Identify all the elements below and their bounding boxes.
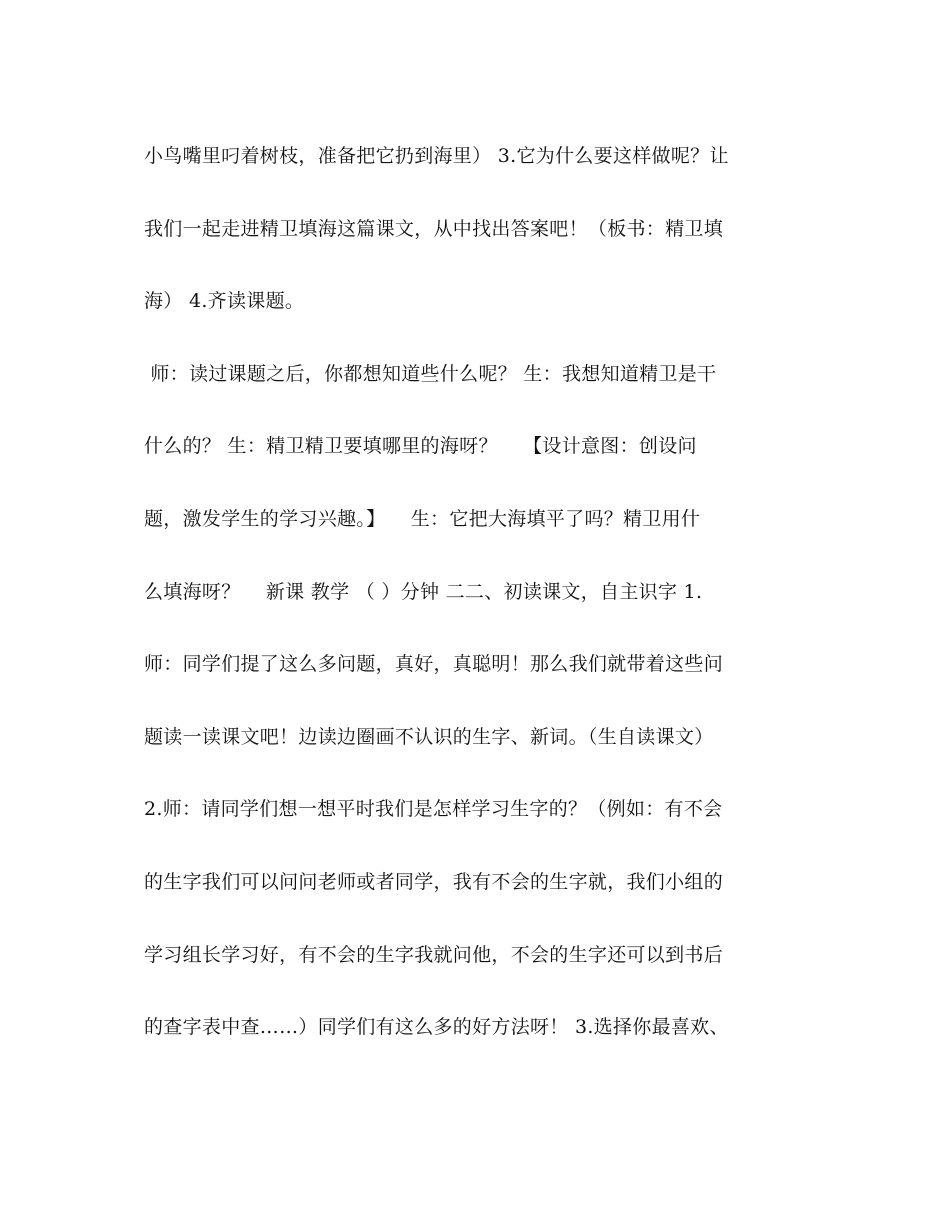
text-line-3: 海） 4.齐读课题。 bbox=[144, 290, 305, 313]
body-text bbox=[144, 138, 814, 1082]
text-line-4: 师：读过课题之后，你都想知道些什么呢？ 生：我想知道精卫是干 bbox=[144, 362, 717, 385]
text-line-9: 题读一读课文吧！边读边圈画不认识的生字、新词。（生自读课文） bbox=[144, 725, 714, 748]
text-line-7: 么填海呀？ 新课 教学 （ ）分钟 二二、初读课文，自主识字 1. bbox=[144, 580, 703, 603]
text-line-2: 我们一起走进精卫填海这篇课文，从中找出答案吧！（板书：精卫填 bbox=[144, 217, 724, 240]
text-line-1: 小鸟嘴里叼着树枝，准备把它扔到海里） 3.它为什么要这样做呢？让 bbox=[144, 145, 729, 167]
text-line-8: 师：同学们提了这么多问题，真好，真聪明！那么我们就带着这些问 bbox=[144, 653, 724, 676]
text-line-12: 学习组长学习好，有不会的生字我就问他，不会的生字还可以到书后 bbox=[144, 943, 724, 966]
text-line-5: 什么的？ 生：精卫精卫要填哪里的海呀？ 【设计意图：创设问 bbox=[144, 435, 697, 458]
text-line-6: 题，激发学生的学习兴趣。】 生：它把大海填平了吗？精卫用什 bbox=[144, 507, 701, 530]
text-line-10: 2.师：请同学们想一想平时我们是怎样学习生字的？（例如：有不会 bbox=[144, 798, 723, 821]
text-line-11: 的生字我们可以问问老师或者同学，我有不会的生字就，我们小组的 bbox=[144, 870, 724, 893]
text-line-13: 的查字表中查……）同学们有这么多的好方法呀！ 3.选择你最喜欢、 bbox=[144, 1016, 729, 1039]
